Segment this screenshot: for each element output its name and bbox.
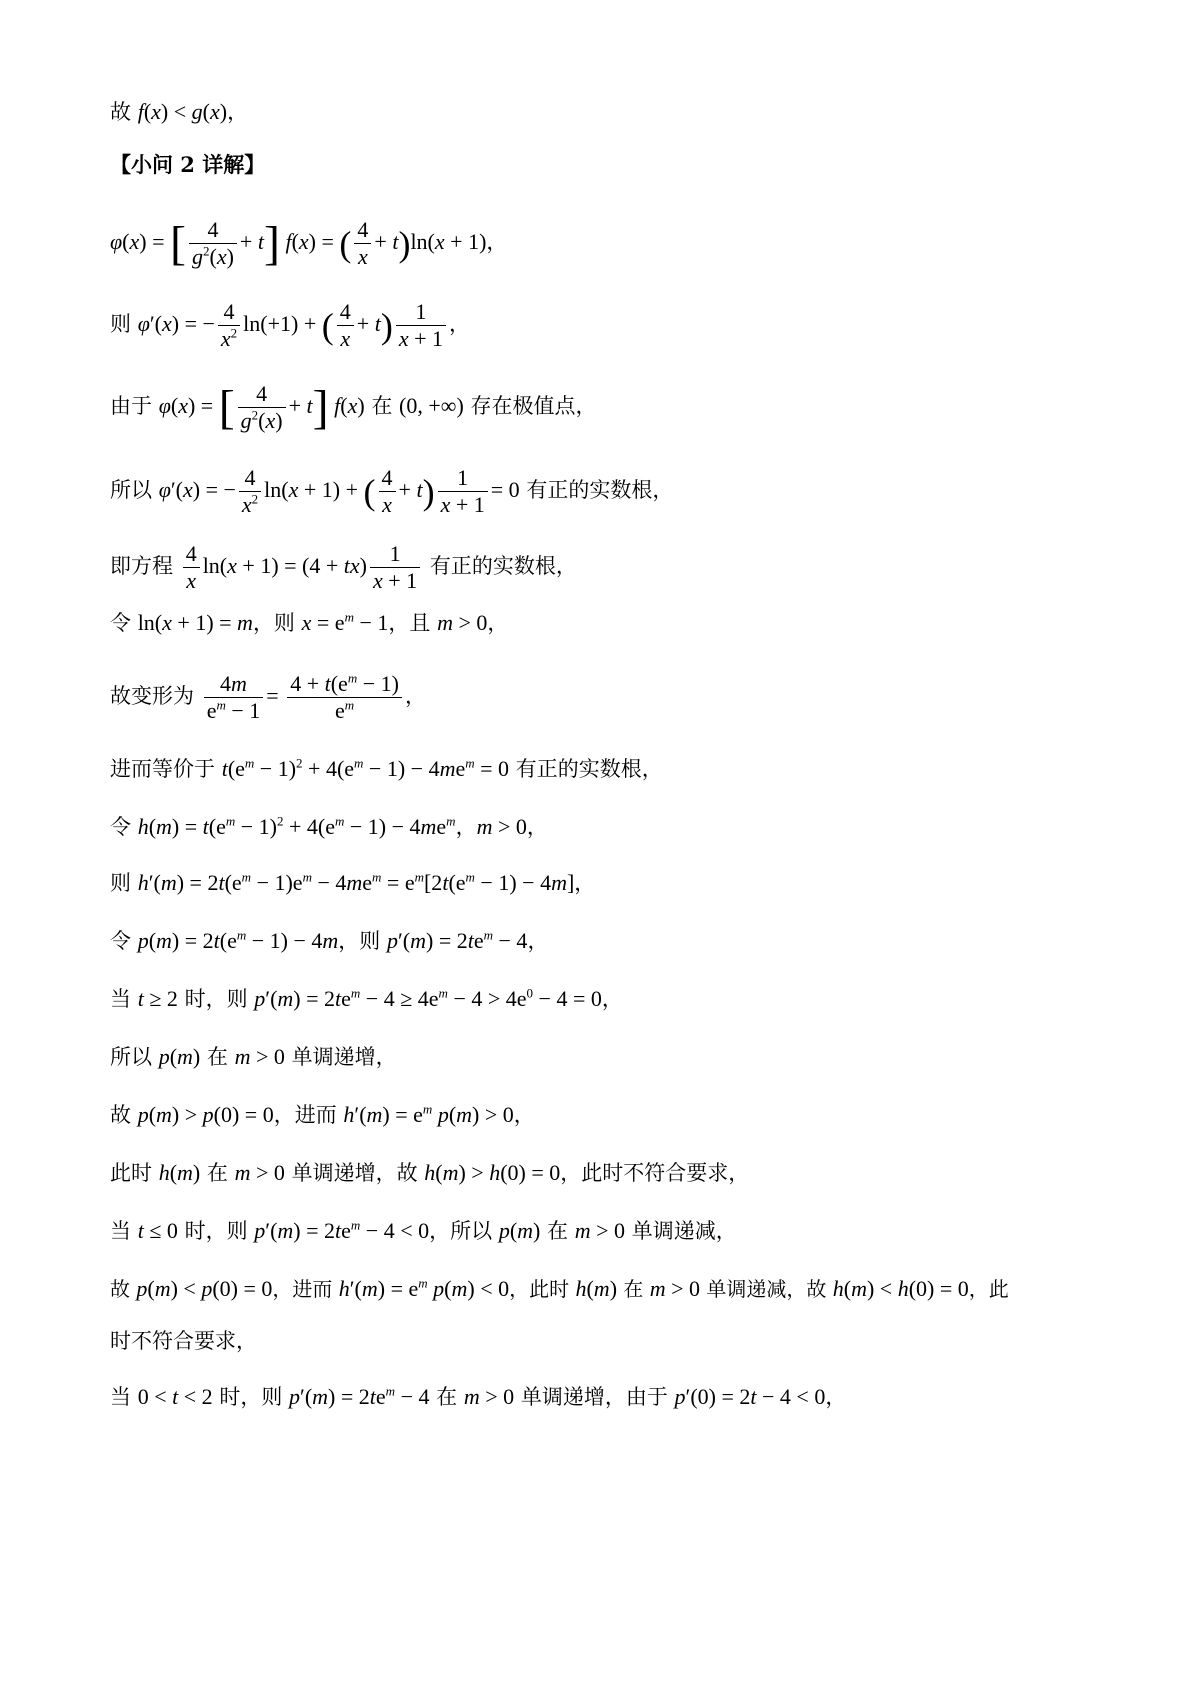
text-line-7: 即方程 $\frac{4}{x}$ ln(x + 1) = (4 + tx) $\frac{1}{x + 1}$ 有正的实数根， (110, 541, 577, 594)
text-line-3: φ(x) = [ $\frac{4}{g^2(x)}$ + t] f(x) = ( $\frac{4}{x}$ + t)ln(x + 1)， (110, 216, 508, 270)
text-line-1: 故 f(x) < g(x)， (110, 99, 249, 124)
text-line-21: 当 0 < t < 2 时，则 $p'(m) = 2te^m - 4$ 在 m > 0 单调递增，由于 p′(0) = 2t − 4 < 0， (110, 1383, 847, 1409)
text-line-20: 时不符合要求， (110, 1329, 257, 1353)
text-line-14: 当 t ≥ 2 时，则 $p'(m) = 2te^m - 4 \ge 4e^m - 4 > 4e^0 - 4 = 0$， (110, 985, 623, 1011)
text-line-6: 所以 φ′(x) = − $\frac{4}{x^2}$ ln(x + 1) + ( $\frac{4}{x}$ + t) $\frac{1}{x + 1}$ = 0 有正的实数根， (110, 465, 674, 518)
text-line-10: 进而等价于 $t(e^m - 1)^2 + 4(e^m - 1) - 4me^m = 0$ 有正的实数根， (110, 755, 663, 781)
text-line-8: 令 ln(x + 1) = m，则 $x = e^m - 1$，且 m > 0， (110, 609, 509, 635)
text-line-17: 此时 h(m) 在 m > 0 单调递增，故 h(m) > h(0) = 0，此时不符合要求， (110, 1160, 750, 1185)
section-heading: 【小问 2 详解】 (110, 152, 266, 177)
text-line-12: 则 $h'(m) = 2t(e^m - 1)e^m - 4me^m = e^m[2t(e^m - 1) - 4m]$， (110, 869, 596, 895)
text-line-5: 由于 φ(x) = [ $\frac{4}{g^2(x)}$ + t] f(x) 在 (0, +∞) 存在极值点， (110, 380, 597, 434)
text-line-13: 令 $p(m) = 2t(e^m - 1) - 4m$，则 $p'(m) = 2te^m - 4$， (110, 927, 549, 953)
text-line-18: 当 t ≤ 0 时，则 $p'(m) = 2te^m - 4 < 0$，所以 p(m) 在 m > 0 单调递减， (110, 1217, 737, 1243)
text-line-9: 故变形为 $\frac{4m}{e^m - 1}$ = $\frac{4 + t(e^m - 1)}{e^m}$ ， (110, 671, 426, 724)
text-line-11: 令 $h(m) = t(e^m - 1)^2 + 4(e^m - 1) - 4me^m$，m > 0， (110, 813, 548, 839)
text-line-4: 则 φ′(x) = − $\frac{4}{x^2}$ ln(+1) + ( $\frac{4}{x}$ + t) $\frac{1}{x + 1}$ ， (110, 299, 470, 352)
text-line-19: 故 p(m) < p(0) = 0，进而 $h'(m) = e^m$ p(m) < 0，此时 h(m) 在 m > 0 单调递减，故 h(m) < h(0) = 0，此 (110, 1275, 1009, 1301)
text-line-16: 故 p(m) > p(0) = 0，进而 $h'(m) = e^m$ p(m) > 0， (110, 1101, 535, 1127)
text-line-15: 所以 p(m) 在 m > 0 单调递增， (110, 1044, 397, 1069)
